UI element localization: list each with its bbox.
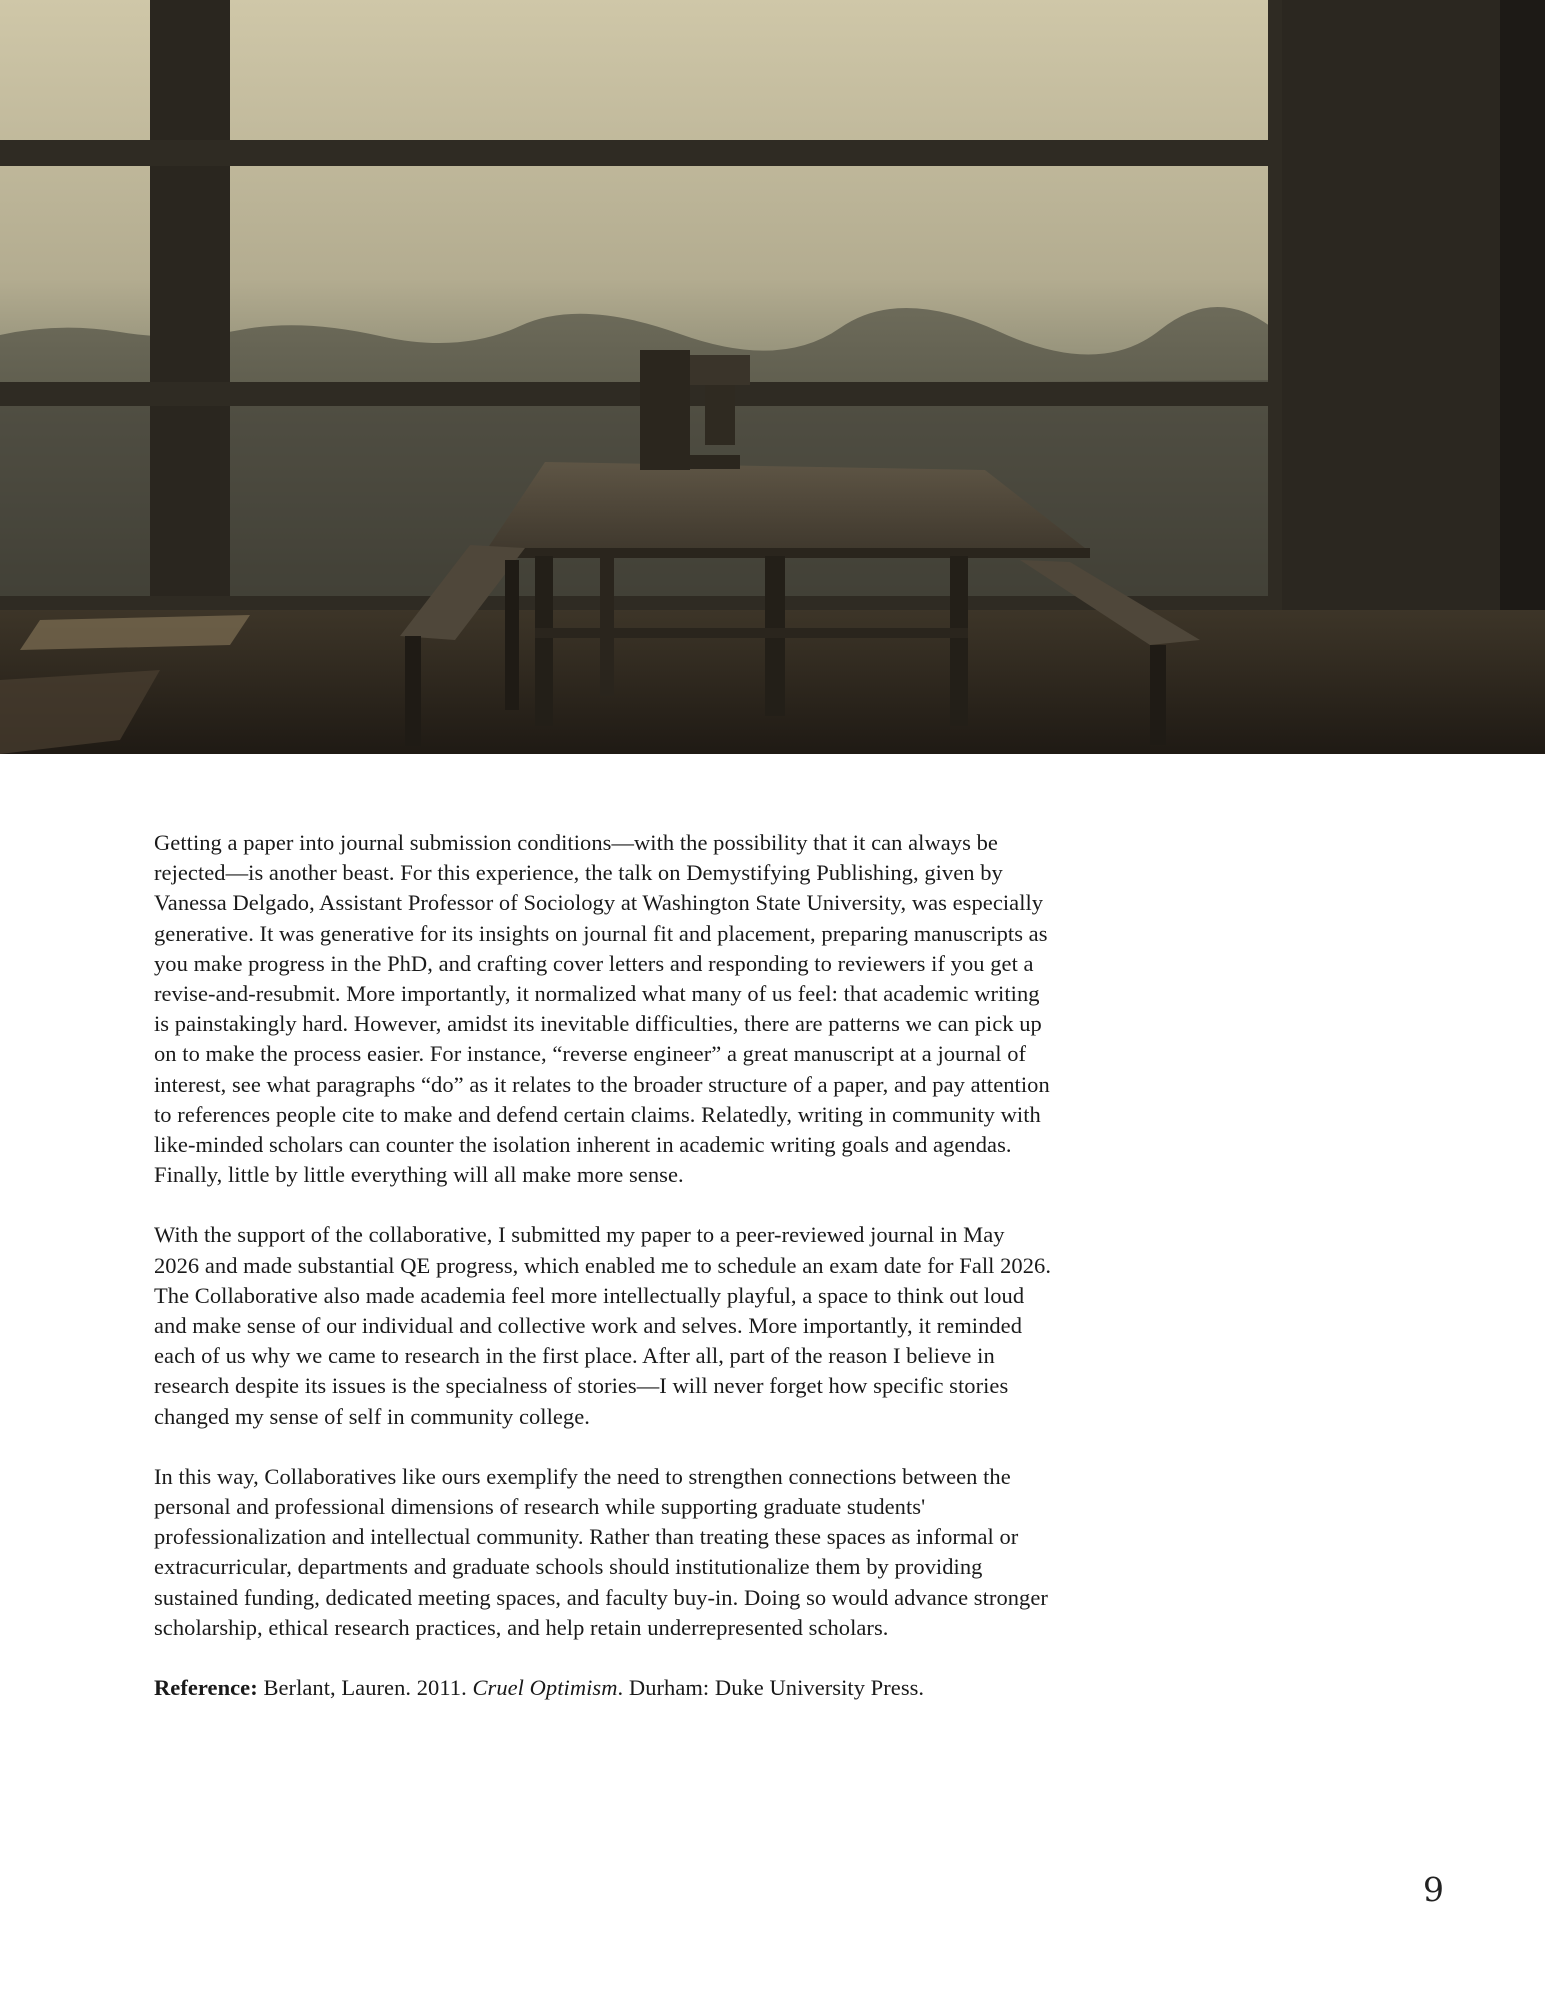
- hero-photo: [0, 0, 1545, 754]
- reference-label: Reference:: [154, 1675, 258, 1701]
- paragraph-1: Getting a paper into journal submission conditions—with the possibility that it can always be rejected—is another beast. For this experience, the talk on Demystifying Publishing, given by Vanessa Delgado, Assistant Professor of Sociology at Washington State University, was especially generative. It was generative for its insights on journal fit and placement, preparing manuscripts as you make progress in the PhD, and crafting cover letters and responding to reviewers if you get a revise-and-resubmit. More importantly, it normalized what many of us feel: that academic writing is painstakingly hard. However, amidst its inevitable difficulties, there are patterns we can pick up on to make the process easier. For instance, “reverse engineer” a great manuscript at a journal of interest, see what paragraphs “do” as it relates to the broader structure of a paper, and pay attention to references people cite to make and defend certain claims. Relatedly, writing in community with like-minded scholars can counter the isolation inherent in academic writing goals and agendas. Finally, little by little everything will all make more sense.: [154, 830, 1050, 1188]
- article-body: [154, 828, 1054, 1733]
- reference: [154, 1673, 1054, 1703]
- paragraph-2: With the support of the collaborative, I submitted my paper to a peer-reviewed journal in May 2026 and made substantial QE progress, which enabled me to schedule an exam date for Fall 2026. The Collaborative also made academia feel more intellectually playful, a space to think out loud and make sense of our individual and collective work and selves. More importantly, it reminded each of us why we came to research in the first place. After all, part of the reason I believe in research despite its issues is the specialness of stories—I will never forget how specific stories changed my sense of self in community college.: [154, 1222, 1052, 1429]
- page-number: 9: [1423, 1870, 1444, 1909]
- reference-authors: Berlant, Lauren. 2011.: [257, 1675, 473, 1701]
- paragraph-3: In this way, Collaboratives like ours exemplify the need to strengthen connections between the personal and professional dimensions of research while supporting graduate students' professionalization and intellectual community. Rather than treating these spaces as informal or extracurricular, departments and graduate schools should institutionalize them by providing sustained funding, dedicated meeting spaces, and faculty buy-in. Doing so would advance stronger scholarship, ethical research practices, and help retain underrepresented scholars.: [154, 1463, 1048, 1640]
- room-window-table-illustration: [0, 0, 1545, 754]
- reference-publisher: . Durham: Duke University Press.: [617, 1675, 925, 1701]
- reference-title: Cruel Optimism: [472, 1675, 618, 1701]
